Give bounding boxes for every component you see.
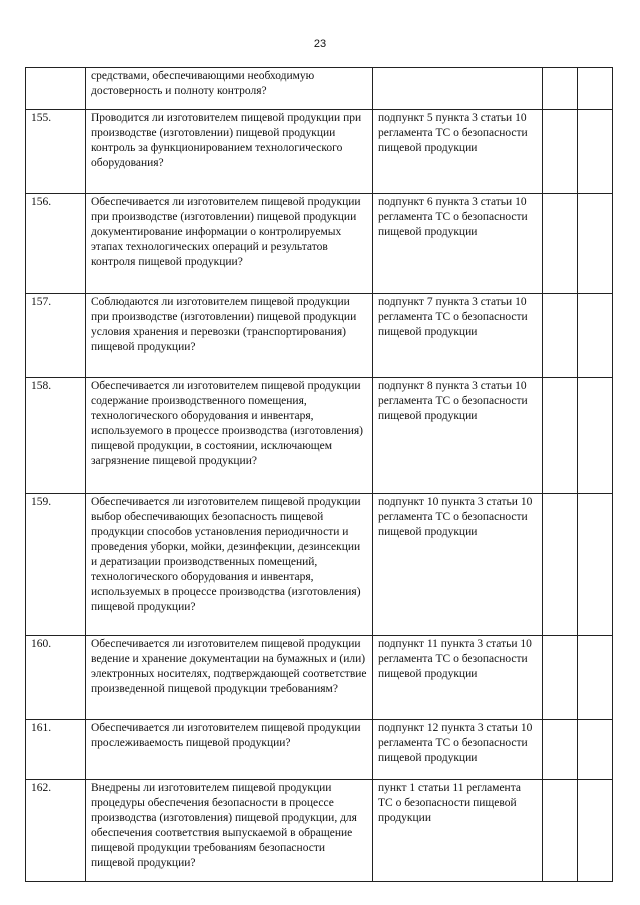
reference-cell: подпункт 5 пункта 3 статьи 10 регламента ТС о безопасности пищевой продукции (373, 110, 543, 194)
question-cell: Внедрены ли изготовителем пищевой продукции процедуры обеспечения безопасности в процессе производства (изготовления) пищевой продукции, для обеспечения соответствия выпускаемой в обращение пищевой продукции требованиям безопасности пищевой продукции? (86, 780, 373, 882)
reference-cell: подпункт 7 пункта 3 статьи 10 регламента ТС о безопасности пищевой продукции (373, 294, 543, 378)
table-row (26, 110, 613, 194)
answer-cell (543, 110, 578, 194)
checklist-table (25, 67, 613, 882)
answer-cell (543, 780, 578, 882)
note-cell (578, 636, 613, 720)
table-row (26, 720, 613, 780)
table-row (26, 194, 613, 294)
reference-cell: подпункт 8 пункта 3 статьи 10 регламента ТС о безопасности пищевой продукции (373, 378, 543, 494)
row-number: 157. (26, 294, 86, 378)
table-row (26, 378, 613, 494)
row-number: 160. (26, 636, 86, 720)
answer-cell (543, 720, 578, 780)
note-cell (578, 110, 613, 194)
reference-cell: подпункт 12 пункта 3 статьи 10 регламента ТС о безопасности пищевой продукции (373, 720, 543, 780)
question-cell: Обеспечивается ли изготовителем пищевой продукции при производстве (изготовлении) пищевой продукции документирование информации о контролируемых этапах технологических операций и результатов контроля пищевой продукции? (86, 194, 373, 294)
note-cell (578, 378, 613, 494)
table-row (26, 294, 613, 378)
row-number: 155. (26, 110, 86, 194)
table-row (26, 494, 613, 636)
row-number (26, 68, 86, 110)
answer-cell (543, 636, 578, 720)
answer-cell (543, 294, 578, 378)
reference-cell: пункт 1 статьи 11 регламента ТС о безопасности пищевой продукции (373, 780, 543, 882)
row-number: 156. (26, 194, 86, 294)
question-cell: Обеспечивается ли изготовителем пищевой продукции содержание производственного помещения, технологического оборудования и инвентаря, используемого в процессе производства (изготовления) пищевой продукции, в состоянии, исключающем загрязнение пищевой продукции? (86, 378, 373, 494)
page-number: 23 (313, 38, 327, 50)
answer-cell (543, 494, 578, 636)
answer-cell (543, 68, 578, 110)
reference-cell (373, 68, 543, 110)
answer-cell (543, 378, 578, 494)
answer-cell (543, 194, 578, 294)
table-row (26, 68, 613, 110)
row-number: 158. (26, 378, 86, 494)
question-cell: Соблюдаются ли изготовителем пищевой продукции при производстве (изготовлении) пищевой продукции условия хранения и перевозки (транспортирования) пищевой продукции? (86, 294, 373, 378)
row-number: 161. (26, 720, 86, 780)
reference-cell: подпункт 10 пункта 3 статьи 10 регламента ТС о безопасности пищевой продукции (373, 494, 543, 636)
question-cell: Проводится ли изготовителем пищевой продукции при производстве (изготовлении) пищевой продукции контроль за функционированием технологического оборудования? (86, 110, 373, 194)
note-cell (578, 720, 613, 780)
reference-cell: подпункт 6 пункта 3 статьи 10 регламента ТС о безопасности пищевой продукции (373, 194, 543, 294)
note-cell (578, 494, 613, 636)
question-cell: Обеспечивается ли изготовителем пищевой продукции прослеживаемость пищевой продукции? (86, 720, 373, 780)
note-cell (578, 294, 613, 378)
note-cell (578, 780, 613, 882)
question-cell: средствами, обеспечивающими необходимую достоверность и полноту контроля? (86, 68, 373, 110)
row-number: 159. (26, 494, 86, 636)
table-row (26, 780, 613, 882)
row-number: 162. (26, 780, 86, 882)
question-cell: Обеспечивается ли изготовителем пищевой продукции выбор обеспечивающих безопасность пищевой продукции способов установления периодичности и проведения уборки, мойки, дезинфекции, дезинсекции и дератизации производственных помещений, технологического оборудования и инвентаря, используемых в процессе производства (изготовления) пищевой продукции? (86, 494, 373, 636)
question-cell: Обеспечивается ли изготовителем пищевой продукции ведение и хранение документации на бумажных и (или) электронных носителях, подтверждающей соответствие произведенной пищевой продукции требованиям? (86, 636, 373, 720)
reference-cell: подпункт 11 пункта 3 статьи 10 регламента ТС о безопасности пищевой продукции (373, 636, 543, 720)
table-row (26, 636, 613, 720)
note-cell (578, 68, 613, 110)
note-cell (578, 194, 613, 294)
